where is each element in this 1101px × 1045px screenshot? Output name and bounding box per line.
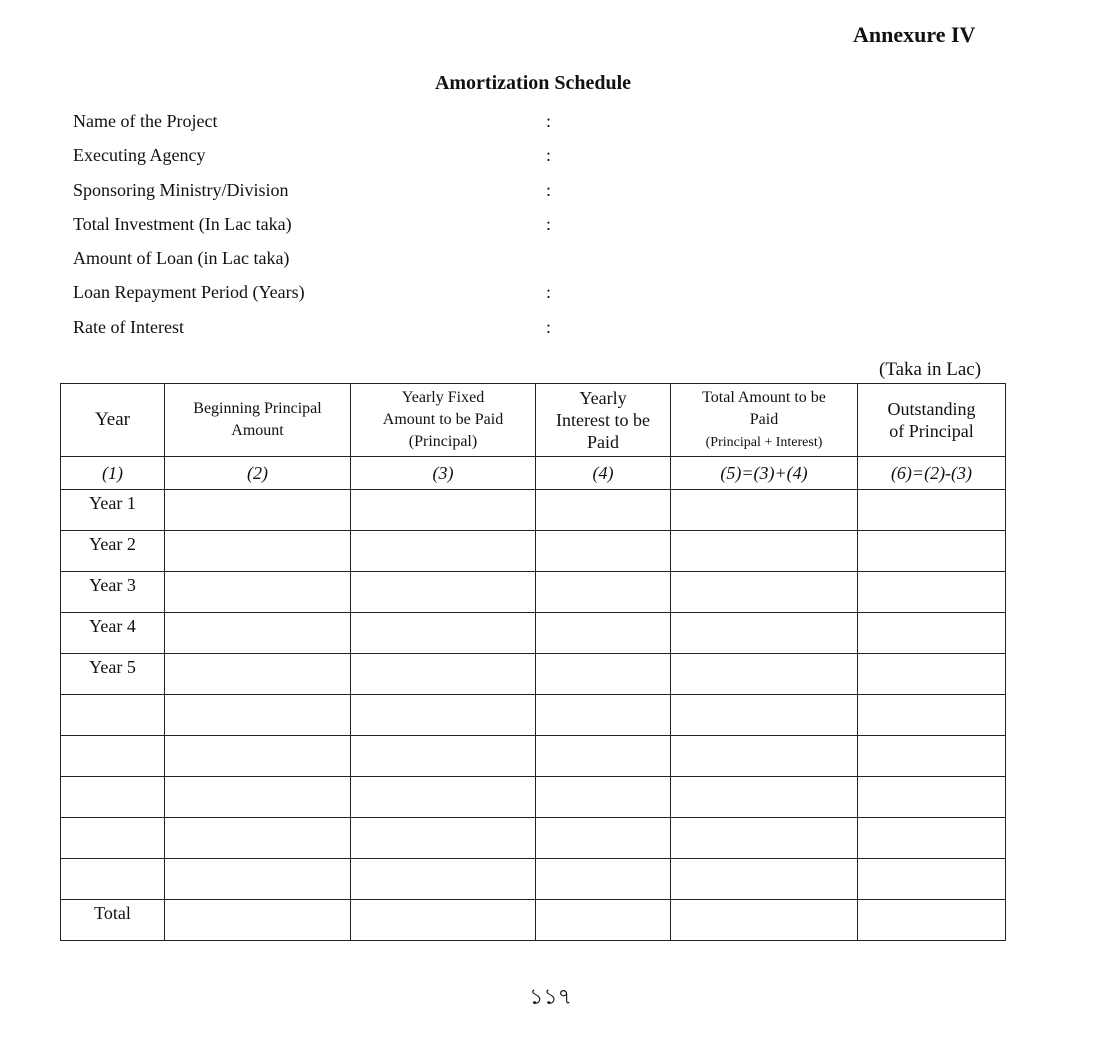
value-cell xyxy=(671,572,858,613)
info-label: Loan Repayment Period (Years) xyxy=(73,282,305,303)
year-cell: Year 4 xyxy=(61,613,165,654)
info-separator: : xyxy=(546,111,552,131)
table-row xyxy=(61,818,1006,859)
table-row xyxy=(61,654,1006,695)
info-label: Rate of Interest xyxy=(73,316,184,337)
value-cell xyxy=(536,490,671,531)
year-cell: Year 3 xyxy=(61,572,165,613)
value-cell xyxy=(536,531,671,572)
column-index: (5)=(3)+(4) xyxy=(671,457,858,490)
column-index: (2) xyxy=(165,457,351,490)
value-cell xyxy=(351,736,536,777)
value-cell xyxy=(858,818,1006,859)
value-cell xyxy=(671,490,858,531)
value-cell xyxy=(858,572,1006,613)
column-index-row xyxy=(61,457,1006,490)
page-title: Amortization Schedule xyxy=(434,72,632,94)
table-row xyxy=(61,695,1006,736)
value-cell xyxy=(351,531,536,572)
info-label: Amount of Loan (in Lac taka) xyxy=(73,248,290,269)
info-label: Total Investment (In Lac taka) xyxy=(73,213,292,234)
value-cell xyxy=(858,490,1006,531)
value-cell xyxy=(536,900,671,941)
total-row xyxy=(61,900,1006,941)
value-cell xyxy=(351,613,536,654)
value-cell xyxy=(671,531,858,572)
value-cell xyxy=(165,695,351,736)
value-cell xyxy=(165,900,351,941)
value-cell xyxy=(351,859,536,900)
table-row xyxy=(61,859,1006,900)
value-cell xyxy=(536,695,671,736)
value-cell xyxy=(165,490,351,531)
year-cell: Year 2 xyxy=(61,531,165,572)
value-cell xyxy=(858,736,1006,777)
value-cell xyxy=(536,572,671,613)
value-cell xyxy=(671,859,858,900)
value-cell xyxy=(165,859,351,900)
column-index: (4) xyxy=(536,457,671,490)
value-cell xyxy=(671,818,858,859)
value-cell xyxy=(536,654,671,695)
page-number: ১১৭ xyxy=(529,985,572,1010)
info-separator: : xyxy=(546,145,552,166)
table-row xyxy=(61,531,1006,572)
value-cell xyxy=(858,654,1006,695)
year-cell xyxy=(61,859,165,900)
value-cell xyxy=(671,777,858,818)
value-cell xyxy=(165,531,351,572)
value-cell xyxy=(351,695,536,736)
value-cell xyxy=(671,654,858,695)
value-cell xyxy=(671,695,858,736)
year-cell xyxy=(61,818,165,859)
info-label: Sponsoring Ministry/Division xyxy=(73,179,289,200)
table-row xyxy=(61,490,1006,531)
info-separator: : xyxy=(546,316,552,337)
header-outstanding-principal: Outstanding of Principal xyxy=(858,384,1006,457)
value-cell xyxy=(536,736,671,777)
value-cell xyxy=(858,859,1006,900)
info-label: Name of the Project xyxy=(73,111,218,131)
column-index: (3) xyxy=(351,457,536,490)
table-row xyxy=(61,777,1006,818)
info-separator: : xyxy=(546,282,552,303)
value-cell xyxy=(351,777,536,818)
annexure-label: Annexure IV xyxy=(853,22,976,47)
header-yearly-fixed-amount: Yearly Fixed Amount to be Paid (Principal) xyxy=(351,384,536,457)
value-cell xyxy=(671,900,858,941)
value-cell xyxy=(165,777,351,818)
amortization-table xyxy=(60,383,1006,941)
value-cell xyxy=(165,818,351,859)
year-cell xyxy=(61,777,165,818)
value-cell xyxy=(165,572,351,613)
header-row xyxy=(61,384,1006,457)
info-separator: : xyxy=(546,179,552,200)
info-separator: : xyxy=(546,213,552,234)
value-cell xyxy=(858,777,1006,818)
value-cell xyxy=(536,777,671,818)
year-cell xyxy=(61,695,165,736)
value-cell xyxy=(351,818,536,859)
value-cell xyxy=(165,736,351,777)
year-cell: Total xyxy=(61,900,165,941)
info-label: Executing Agency xyxy=(73,145,206,166)
column-index: (6)=(2)-(3) xyxy=(858,457,1006,490)
year-cell: Year 1 xyxy=(61,490,165,531)
value-cell xyxy=(351,654,536,695)
value-cell xyxy=(351,490,536,531)
header-year: Year xyxy=(61,384,165,457)
column-index: (1) xyxy=(61,457,165,490)
value-cell xyxy=(351,900,536,941)
table-row xyxy=(61,613,1006,654)
year-cell xyxy=(61,736,165,777)
value-cell xyxy=(858,531,1006,572)
table-row xyxy=(61,736,1006,777)
header-beginning-principal: Beginning Principal Amount xyxy=(165,384,351,457)
value-cell xyxy=(858,900,1006,941)
value-cell xyxy=(858,695,1006,736)
header-total-amount: Total Amount to be Paid (Principal + Interest) xyxy=(671,384,858,457)
year-cell: Year 5 xyxy=(61,654,165,695)
value-cell xyxy=(858,613,1006,654)
value-cell xyxy=(671,736,858,777)
value-cell xyxy=(351,572,536,613)
value-cell xyxy=(165,613,351,654)
table-row xyxy=(61,572,1006,613)
value-cell xyxy=(671,613,858,654)
unit-note: (Taka in Lac) xyxy=(879,359,982,380)
value-cell xyxy=(536,818,671,859)
value-cell xyxy=(165,654,351,695)
value-cell xyxy=(536,859,671,900)
value-cell xyxy=(536,613,671,654)
header-yearly-interest: Yearly Interest to be Paid xyxy=(536,384,671,457)
